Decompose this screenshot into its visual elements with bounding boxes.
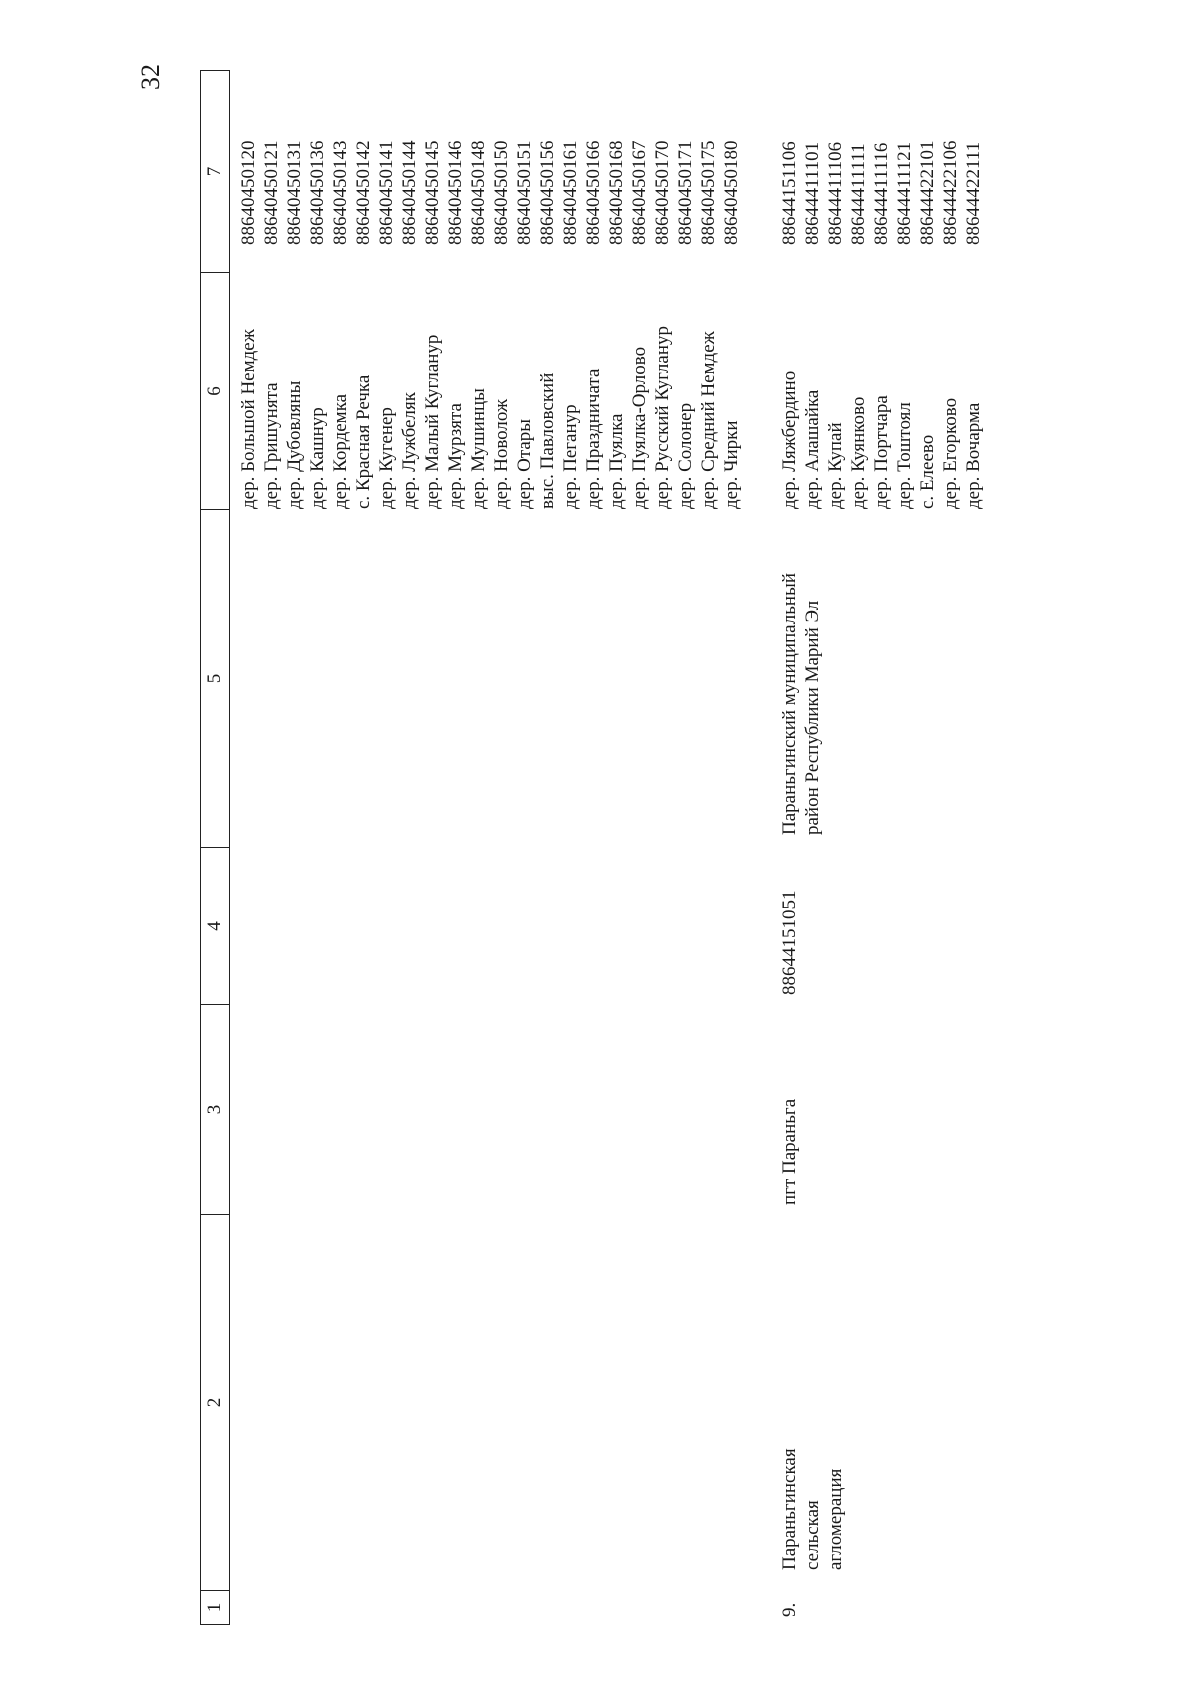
column-header-1: 1 (201, 1590, 229, 1625)
settlement-code: 88640450180 (721, 140, 742, 245)
settlement-code: 88644422106 (940, 140, 961, 245)
settlement-code: 88640450144 (399, 140, 420, 245)
settlement-name: дер. Кашнур (307, 407, 328, 509)
settlement-code: 88640450171 (675, 140, 696, 245)
settlement-name: дер. Мурзята (445, 403, 466, 509)
column-header-2: 2 (201, 1214, 229, 1590)
settlement-name: дер. Ляжбердино (779, 370, 800, 509)
settlement-code: 88640450136 (307, 140, 328, 245)
municipality-name: Параньгинский муниципальный район Республики Марий Эл (779, 572, 823, 835)
settlement-name: с. Елеево (917, 434, 938, 509)
settlement-name: дер. Отары (514, 418, 535, 509)
settlement-name: дер. Вочарма (963, 402, 984, 509)
settlement-code: 88640450142 (353, 140, 374, 245)
column-header-4: 4 (201, 847, 229, 1004)
settlement-name: выс. Павловский (537, 372, 558, 509)
settlement-name: дер. Новолож (491, 398, 512, 509)
column-header-5: 5 (201, 509, 229, 847)
settlement-code: 88640450151 (514, 140, 535, 245)
settlement-name: дер. Егорково (940, 397, 961, 509)
row9-settlement-code-list (778, 141, 985, 246)
settlement-name: дер. Солонер (675, 402, 696, 509)
rotated-table (200, 70, 1060, 1625)
settlement-code: 88640450150 (491, 140, 512, 245)
settlement-name: дер. Средний Немдеж (698, 331, 719, 509)
settlement-name: дер. Лужбеляк (399, 392, 420, 509)
settlement-name: дер. Чирки (721, 420, 742, 509)
center-code: 88644151051 (779, 890, 800, 995)
settlement-name: дер. Пуялка (606, 413, 627, 509)
settlement-code: 88644151106 (779, 141, 800, 245)
column-header-6: 6 (201, 272, 229, 509)
settlement-code: 88640450131 (284, 140, 305, 245)
settlement-name: дер. Русский Кугланур (652, 325, 673, 509)
settlement-name: дер. Дубовляны (284, 380, 305, 509)
settlement-code: 88644411116 (871, 142, 892, 245)
settlement-code: 88640450170 (652, 140, 673, 245)
settlement-code: 88640450121 (261, 140, 282, 245)
settlement-name: дер. Тоштоял (894, 402, 915, 509)
settlement-name: дер. Пегануp (560, 404, 581, 509)
column-header-7: 7 (201, 70, 229, 272)
settlement-code: 88644411121 (894, 141, 915, 245)
settlement-name: дер. Портчара (871, 395, 892, 509)
settlement-code: 88644411101 (802, 141, 823, 245)
settlement-code: 88640450175 (698, 140, 719, 245)
settlement-name: дер. Пуялка-Орлово (629, 346, 650, 509)
settlement-code-list (237, 141, 743, 246)
settlement-name: дер. Праздничата (583, 368, 604, 509)
settlement-code: 88640450148 (468, 140, 489, 245)
settlement-name: дер. Куянково (848, 396, 869, 509)
settlement-name: дер. Кордемка (330, 393, 351, 509)
settlement-code: 88640450156 (537, 140, 558, 245)
settlement-code: 88640450145 (422, 140, 443, 245)
row-number: 9. (779, 1602, 800, 1617)
settlement-code: 88640450120 (238, 140, 259, 245)
settlement-code: 88644411111 (848, 143, 869, 245)
settlement-name: дер. Большой Немдеж (238, 329, 259, 509)
settlement-name: дер. Алашайка (802, 389, 823, 509)
settlement-code: 88640450166 (583, 140, 604, 245)
row9-settlement-name-list (778, 371, 985, 509)
settlement-name: дер. Купай (825, 422, 846, 509)
settlement-code: 88640450141 (376, 140, 397, 245)
settlement-code: 88640450167 (629, 140, 650, 245)
page-number: 32 (136, 64, 165, 90)
center-name: пгт Параньга (779, 1098, 800, 1205)
column-header-3: 3 (201, 1004, 229, 1214)
settlement-name: с. Красная Речка (353, 374, 374, 509)
settlement-name: дер. Малый Кугланур (422, 334, 443, 509)
settlement-code: 88640450168 (606, 140, 627, 245)
agglomeration-name: Параньгинская сельская агломерация (779, 1448, 846, 1570)
settlement-code: 88644422101 (917, 140, 938, 245)
settlement-code: 88644422111 (963, 141, 984, 245)
settlement-name: дер. Мушинцы (468, 388, 489, 509)
settlement-code: 88644411106 (825, 141, 846, 245)
settlement-code: 88640450143 (330, 140, 351, 245)
settlement-name-list (237, 326, 743, 509)
settlement-name: дер. Гришунята (261, 382, 282, 509)
table-header-row (200, 70, 230, 1625)
settlement-code: 88640450146 (445, 140, 466, 245)
settlement-name: дер. Кугенер (376, 407, 397, 509)
settlement-code: 88640450161 (560, 140, 581, 245)
